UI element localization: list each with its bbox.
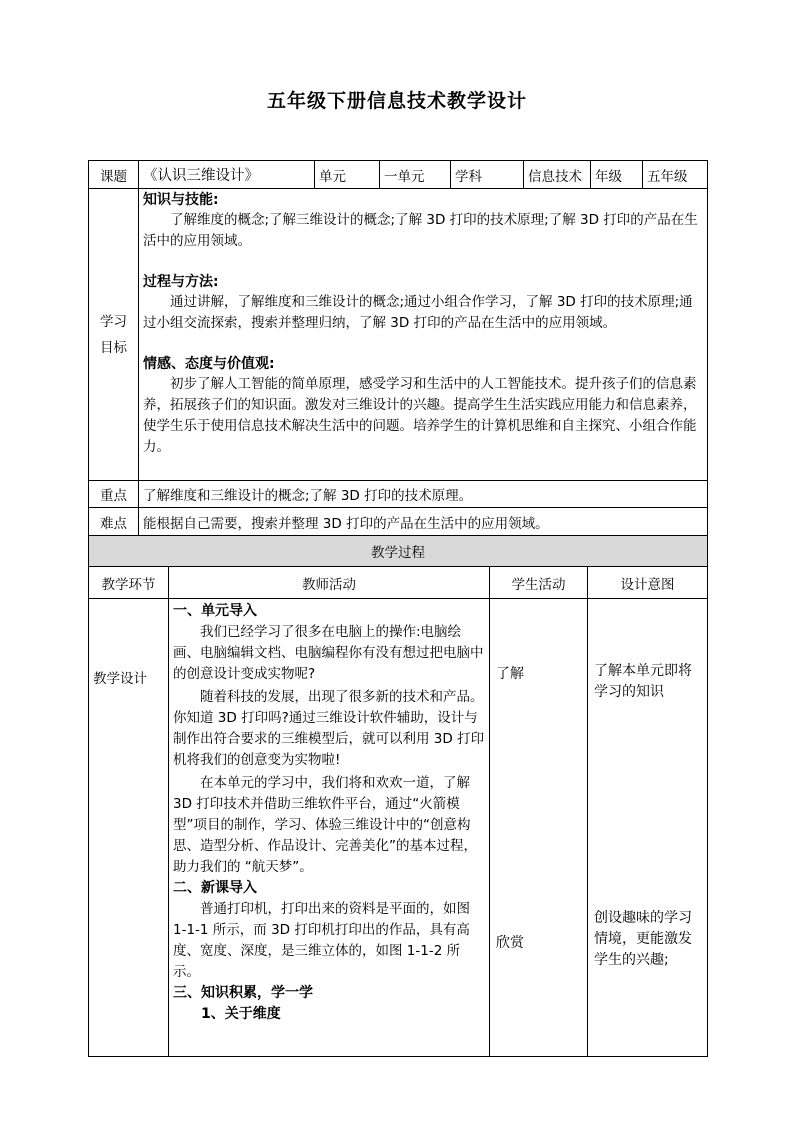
course-value: 《认识三维设计》 — [139, 161, 315, 189]
section1-paragraph-1: 我们已经学习了很多在电脑上的操作:电脑绘画、电脑编辑文档、电脑编程你有没有想过把电脑中的创意设计变成实物呢? — [173, 624, 484, 682]
student-activity-2: 欣赏 — [496, 935, 524, 951]
process-title: 过程与方法: — [143, 274, 219, 290]
section1-title: 一、单元导入 — [173, 603, 257, 619]
teaching-process-table — [88, 535, 708, 1057]
course-label: 课题 — [89, 161, 139, 189]
column-stage: 教学环节 — [89, 567, 169, 599]
grade-label: 年级 — [591, 161, 643, 189]
subject-value: 信息技术 — [524, 161, 591, 189]
goals-row — [89, 189, 708, 481]
design-intent-1: 了解本单元即将学习的知识 — [594, 663, 692, 700]
attitude-text: 初步了解人工智能的简单原理，感受学习和生活中的人工智能技术。提升孩子们的信息素养，拓展孩子们的知识面。激发对三维设计的兴趣。提高学生生活实践应用能力和信息素养，使学生乐于使用信息技术解决生活中的问题。培养学生的计算机思维和自主探究、小组合作能力。 — [143, 376, 697, 455]
knowledge-title: 知识与技能: — [143, 192, 219, 208]
unit-label: 单元 — [315, 161, 380, 189]
goals-label-line2: 目标 — [100, 339, 127, 356]
unit-value: 一单元 — [380, 161, 451, 189]
section2-title: 二、新课导入 — [173, 880, 257, 896]
teacher-activity-cell — [169, 599, 490, 1057]
student-activity-cell — [490, 599, 588, 1057]
difficult-point-label: 难点 — [89, 508, 139, 536]
column-student: 学生活动 — [490, 567, 588, 599]
key-point-row — [89, 481, 708, 508]
process-columns-row — [89, 567, 708, 599]
design-intent-cell — [588, 599, 708, 1057]
difficult-point-row — [89, 508, 708, 536]
info-row — [89, 161, 708, 189]
column-teacher: 教师活动 — [169, 567, 490, 599]
student-activity-1: 了解 — [496, 666, 524, 682]
section2-paragraph-1: 普通打印机，打印出来的资料是平面的，如图 1-1-1 所示，而 3D 打印机打印出的作品，具有高度、宽度、深度，是三维立体的，如图 1-1-2 所示。 — [173, 901, 470, 980]
section1-paragraph-2: 随着科技的发展，出现了很多新的技术和产品。你知道 3D 打印吗?通过三维设计软件辅助，设计与制作出符合要求的三维模型后，就可以利用 3D 打印机将我们的创意变为实物啦! — [173, 689, 485, 768]
grade-value: 五年级 — [643, 161, 708, 189]
knowledge-text: 了解维度的概念;了解三维设计的概念;了解 3D 打印的技术原理;了解 3D 打印的产品在生活中的应用领域。 — [143, 212, 698, 249]
key-point-label: 重点 — [89, 481, 139, 508]
subject-label: 学科 — [451, 161, 524, 189]
document-title: 五年级下册信息技术教学设计 — [266, 90, 527, 112]
section3-subtitle: 1、关于维度 — [201, 1006, 281, 1022]
column-intent: 设计意图 — [588, 567, 708, 599]
process-text: 通过讲解，了解维度和三维设计的概念;通过小组合作学习，了解 3D 打印的技术原理;通过小组交流探索，搜索并整理归纳，了解 3D 打印的产品在生活中的应用领域。 — [143, 294, 693, 331]
stage-cell: 教学设计 — [89, 599, 169, 1057]
process-header: 教学过程 — [89, 536, 708, 567]
difficult-point-text: 能根据自己需要，搜索并整理 3D 打印的产品在生活中的应用领域。 — [139, 508, 708, 536]
process-header-row — [89, 536, 708, 567]
design-intent-2: 创设趣味的学习情境，更能激发学生的兴趣; — [594, 910, 692, 968]
goals-label — [89, 189, 139, 481]
lesson-info-table — [88, 160, 708, 536]
section1-paragraph-3: 在本单元的学习中，我们将和欢欢一道，了解 3D 打印技术并借助三维软件平台，通过“火箭模型”项目的制作，学习、体验三维设计中的“创意构思、造型分析、作品设计、完善美化”的基本过程，助力我们的 “航天梦”。 — [173, 775, 477, 875]
process-body-row — [89, 599, 708, 1057]
section3-title: 三、知识积累，学一学 — [173, 985, 313, 1001]
key-point-text: 了解维度和三维设计的概念;了解 3D 打印的技术原理。 — [139, 481, 708, 508]
goals-content — [139, 189, 708, 481]
goals-label-line1: 学习 — [100, 313, 127, 330]
attitude-title: 情感、态度与价值观: — [143, 356, 275, 372]
